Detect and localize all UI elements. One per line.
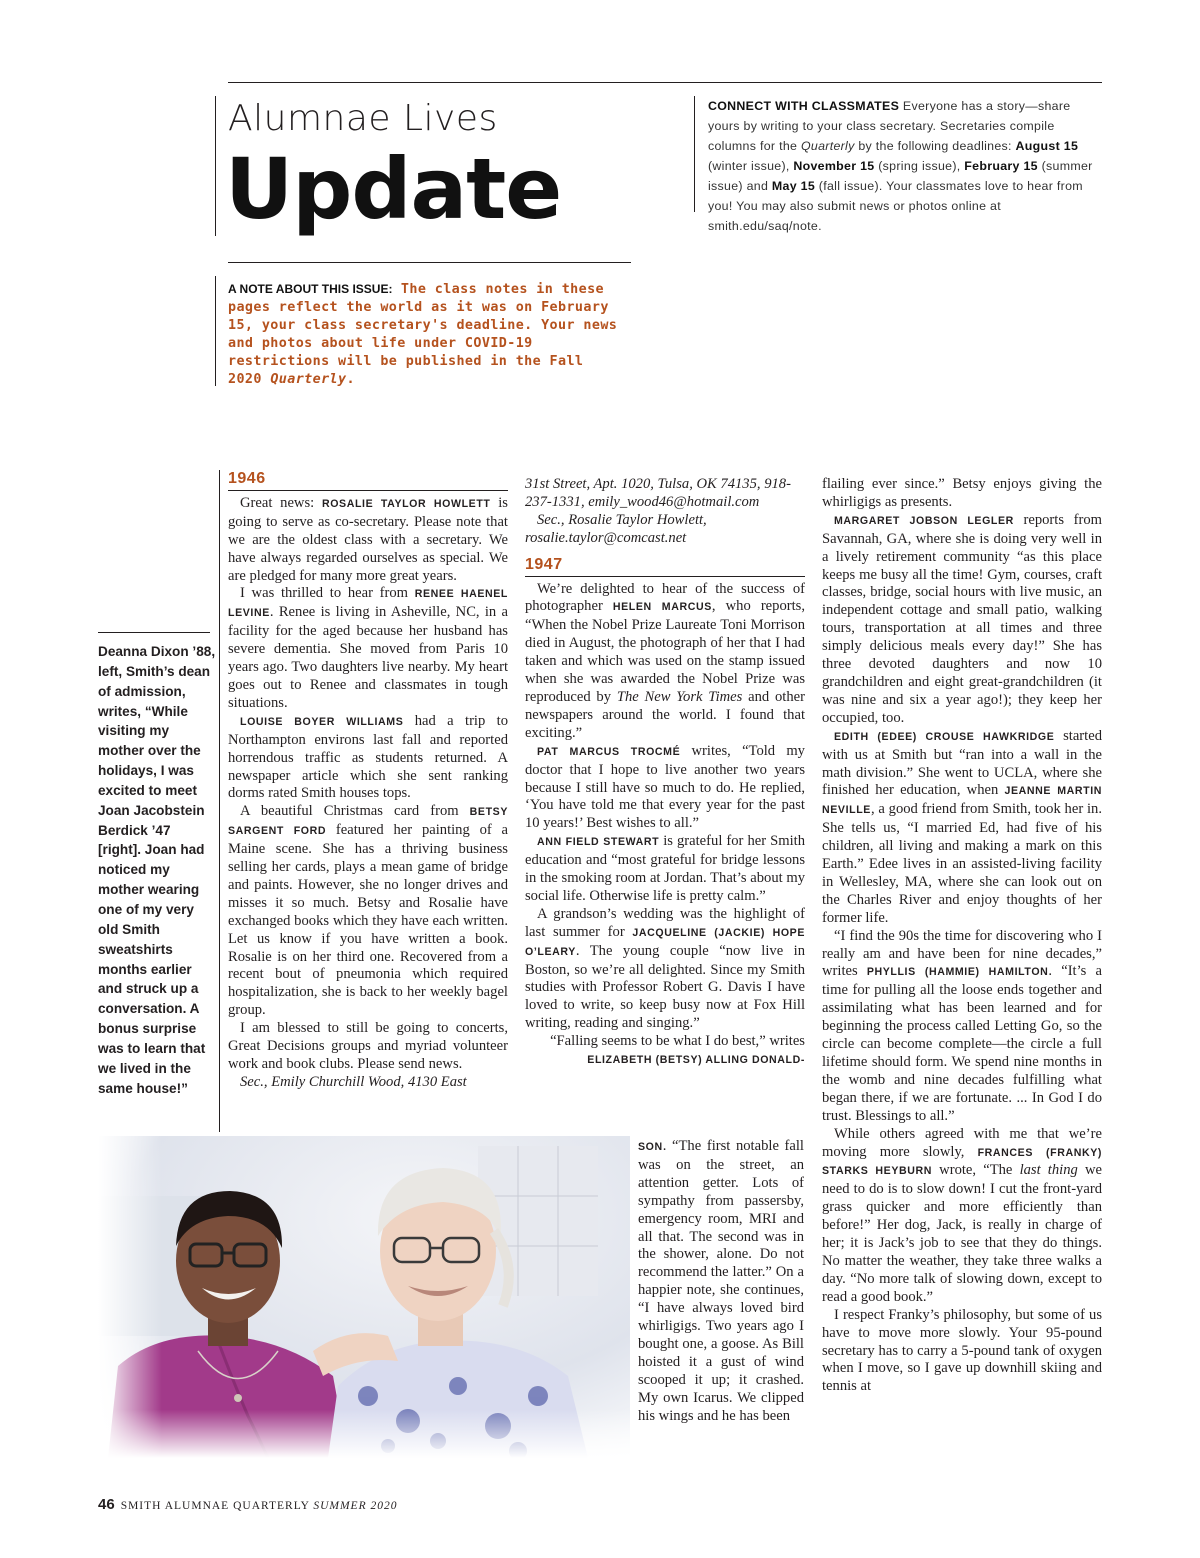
alum-name: JEANNE MARTIN NEVILLE [822,785,1102,817]
paragraph: flailing ever since.” Betsy enjoys giving the whirligigs as presents. [822,476,1102,510]
connect-text: by the following deadlines: [854,139,1016,153]
alum-name: ELIZABETH (BETSY) ALLING DONALD- [587,1054,805,1067]
paragraph: ANN FIELD STEWART is grateful for her Smith education and “most grateful for bridge lessons in the smoking room at Jordan. That’s about my social life. Otherwise life is pretty calm.” [525,833,805,904]
alum-name: PHYLLIS (HAMMIE) HAMILTON [866,966,1049,979]
connect-box [708,96,1104,236]
title-bottom-rule [228,262,631,263]
issue-name: SUMMER 2020 [313,1500,398,1512]
connect-text: (winter issue), [708,159,794,173]
page-footer [98,1496,397,1513]
paragraph: MARGARET JOBSON LEGLER reports from Savannah, GA, where she is doing very well in a lively retirement community “as this place keeps me busy all the time! Gym, courses, craft classes, bridge, social hours with live music, an independent cottage and small patio, walking tours, transportation at all times and three simply delicious meals every day!” She has three devoted daughters and now 10 grandchildren and eight great-grandchildren (it was nine and six a year ago!); they keep her occupied, too. [822,511,1102,726]
page-title: Update [225,140,562,238]
paragraph: PAT MARCUS TROCMÉ writes, “Told my doctor that I hope to live another two years because I still have so much to do. He replied, ‘You have told me that every year for the past 10 years!’ Best wishes to all.” [525,742,805,832]
alum-name: HELEN MARCUS [612,601,712,614]
publication-name: SMITH ALUMNAE QUARTERLY [120,1500,310,1512]
column-2-wrap [638,1138,804,1426]
secretary-line: Sec., Emily Churchill Wood, 4130 East [240,1073,467,1090]
paragraph: A beautiful Christmas card from BETSY SARGENT FORD featured her painting of a Maine scene. She has a thriving business selling her cards, plays a mean game of bridge and paints. However, she no longer drives and misses it so much. Betsy and Rosalie have exchanged books which they have each written. Let us know if you have written a book. Rosalie is on her third one. Recovered from a recent bout of pneumonia which required hospitalization, she is back to her weekly bagel group. [228,803,509,1019]
alum-name: SON [638,1141,663,1153]
alum-name: BETSY SARGENT FORD [228,806,508,838]
column-3 [822,476,1102,1396]
deadline: February 15 [964,159,1038,173]
paragraph: A grandson’s wedding was the highlight of last summer for JACQUELINE (JACKIE) HOPE O’LEARY. The young couple “now live in Boston, so we’re all delighted. Since my Smith studies with Professor Robert G. Davis I have loved to write, so keep busy now at Fox Hill writing, reading and singing.” [525,905,806,1032]
note-text: The class notes in these pages reflect the world as it was on February 15, your class secretary's deadline. Your news and photos about life under COVID-19 restrictions will be published in the Fall 2020 [228,282,618,387]
connect-label: CONNECT WITH CLASSMATES [708,99,900,113]
alum-name: RENEE HAENEL LEVINE [228,588,508,620]
col1-vertical-rule [219,470,220,1132]
alum-name: LOUISE BOYER WILLIAMS [240,715,404,728]
connect-text: Everyone has a story—share yours by writing to your class secretary. Secretaries compile columns for the [708,99,1071,153]
page-number: 46 [98,1496,115,1513]
alum-name: JACQUELINE (JACKIE) HOPE O’LEARY [525,926,806,958]
connect-text: (spring issue), [874,159,965,173]
paragraph: I was thrilled to hear from RENEE HAENEL LEVINE. Renee is living in Asheville, NC, in a facility for the aged because her husband has severe dementia. She moved from Paris 10 years ago. Two daughters live nearby. My heart goes out to Renee and classmates in tough situations. [228,585,508,711]
caption-top-rule [98,632,210,633]
class-year-1946: 1946 [228,470,508,491]
alum-name: ROSALIE TAYLOR HOWLETT [321,497,491,510]
paragraph: SON. “The first notable fall was on the street, an attention getter. Lots of sympathy from passersby, emergency room, MRI and all that. The second was in the shower, alone. Do not recommend the latter.” On a happier note, she continues, “I have always loved bird whirligigs. Two years ago I bought one, a goose. As Bill hoisted it a gust of wind scooped it up; it crashed. My own Icarus. We clipped his wings and he has been [638,1138,804,1424]
connect-quarterly: Quarterly [800,139,855,153]
column-2 [525,476,805,1070]
note-quarterly: Quarterly [270,372,347,387]
secretary-line: Sec., Rosalie Taylor Howlett, rosalie.taylor@comcast.net [525,511,707,546]
paragraph: While others agreed with me that we’re moving more slowly, FRANCES (FRANKY) STARKS HEYBURN wrote, “The last thing we need to do is to slow down! I cut the front-yard grass quicker and more efficiently than before!” Her dog, Jack, is really in charge of her; it is Jack’s job to see that they do things. No matter the weather, they take three walks a day. “No more talk of slowing down, except to read a good book.” [822,1125,1102,1305]
connect-vertical-rule [694,96,695,212]
section-kicker: Alumnae Lives [228,98,498,139]
deadline: May 15 [771,179,816,193]
deadline: November 15 [793,159,875,173]
top-rule [228,82,1102,83]
paragraph: “Falling seems to be what I do best,” writes ELIZABETH (BETSY) ALLING DONALD- [550,1033,805,1067]
paragraph: “I find the 90s the time for discovering who I really am and have been for nine decades,” writes PHYLLIS (HAMMIE) HAMILTON. “It’s a time for pulling all the loose ends together and assimilating what has been learned and for beginning the process called Letting Go, so the circle can become complete—the circle a full lifetime should form. We spend nine months in the womb and nine decades fulfilling what began there, if we are fortunate. ... In God I do trust. Blessings to all.” [822,927,1102,1124]
connect-text: (fall issue). Your classmates love to hear from you! You may also submit news or photos online at smith.edu/saq/note. [708,179,1083,233]
paragraph: I respect Franky’s philosophy, but some of us have to move more slowly. Your 95-pound secretary has to carry a 5-pound tank of oxygen when I move, so I gave up downhill skiing and tennis at [822,1306,1102,1395]
deadline: August 15 [1015,139,1079,153]
paragraph: We’re delighted to hear of the success of photographer HELEN MARCUS, who reports, “When the Nobel Prize Laureate Toni Morrison died in August, the photograph of her that I had taken and which was used on the stamp issued when she was awarded the Nobel Prize was reproduced by The New York Times and other newspapers around the world. I found that exciting.” [525,580,805,741]
secretary-line: 31st Street, Apt. 1020, Tulsa, OK 74135, 918-237-1331, emily_wood46@hotmail.com [525,476,791,510]
alum-name: ANN FIELD STEWART [537,836,660,849]
paragraph: I am blessed to still be going to concerts, Great Decisions groups and myriad volunteer work and book clubs. Please send news. [228,1020,508,1072]
paragraph: Great news: ROSALIE TAYLOR HOWLETT is going to serve as co-secretary. Please note that we are the oldest class with a secretary. We have always regarded ourselves as special. We are pledged for many more great years. [228,494,508,584]
paragraph: LOUISE BOYER WILLIAMS had a trip to Northampton environs last fall and reported horrendous traffic as students returned. A newspaper article which she sent ranking dorms rated Smith houses tops. [228,712,508,802]
title-vertical-rule [215,96,216,236]
paragraph: EDITH (EDEE) CROUSE HAWKRIDGE started with us at Smith but “ran into a wall in the math division.” She went to UCLA, where she finished her education, when JEANNE MARTIN NEVILLE, a good friend from Smith, took her in. She tells us, “I married Ed, had five of his children, all living and making a mark on this Earth.” Edee lives in an assisted-living facility in Wellesley, MA, where she can look out on the Charles River and enjoy thoughts of her former life. [822,727,1102,926]
connect-text: (summer issue) and [708,159,1093,193]
note-label: A NOTE ABOUT THIS ISSUE: [228,282,393,296]
column-1 [228,470,508,1092]
alum-name: FRANCES (FRANKY) STARKS HEYBURN [822,1146,1102,1178]
photo-two-women [98,1136,630,1458]
class-year-1947: 1947 [525,556,805,577]
alum-name: MARGARET JOBSON LEGLER [834,514,1014,527]
alum-name: EDITH (EDEE) CROUSE HAWKRIDGE [834,730,1055,743]
alum-name: PAT MARCUS TROCMÉ [537,745,681,758]
photo-caption: Deanna Dixon ’88, left, Smith’s dean of admission, writes, “While visiting my mother over the holidays, I was excited to meet Joan Jacobstein Berdick ’47 [right]. Joan had noticed my mother wearing one of my very old Smith sweatshirts months earlier and struck up a conversation. A bonus surprise was to learn that we lived in the same house!” [98,644,216,1096]
note-end: . [346,372,355,387]
note-vertical-rule [215,276,216,386]
issue-note [228,280,623,389]
